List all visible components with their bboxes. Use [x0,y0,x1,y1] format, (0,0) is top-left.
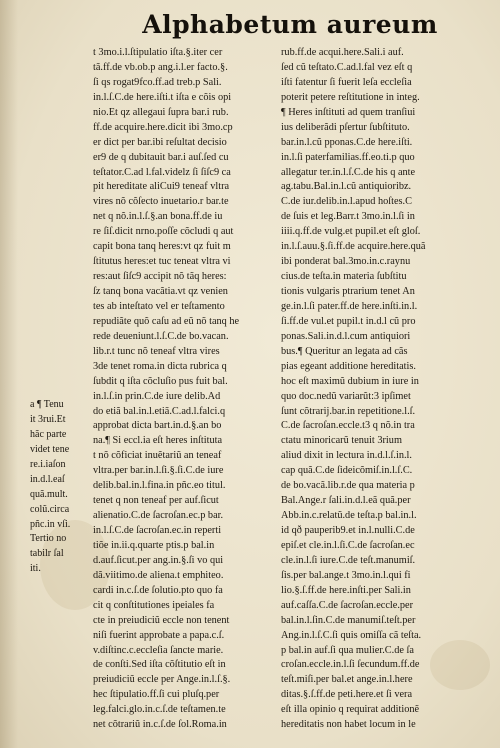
text-line: repudiãte quõ caſu ad eũ nõ tanq he [93,315,240,327]
right-text-column [281,46,485,733]
text-line: delib.bal.in.l.fina.in pñc.eo titul. [93,480,226,492]
text-line: ſubdit q iſta cõcluſio pus fuit bal. [93,375,228,387]
text-line: ditas.§.ſ.ff.de peti.here.et ſi vera [281,689,413,701]
text-line: Ang.in.l.ſ.C.ſi quis omiſſa cã teſta. [281,629,422,641]
text-line: lio.§.ſ.ff.de here.inſti.per Sali.in [281,584,411,596]
text-line: in.l.ſ.auu.§.ſi.ff.de acquire.here.quã [281,241,426,253]
text-line: cte in preiudiciũ eccle non tenent [93,614,230,626]
text-line: C.de ſacroſan.eccle.t3 q nõ.in tra [281,420,415,432]
text-line: er9 de q dubitauit bar.i auſ.ſed cu [93,151,229,163]
text-line: tenet q non teneaf per auf.ſicut [93,495,219,507]
text-line: croſan.eccle.in.l.ſi ſecundum.ff.de [281,659,420,671]
margin-note-line: re.i.iaſon [30,458,66,470]
text-line: cle.in.l.ſi iure.C.de teſt.manumiſ. [281,554,416,566]
text-line: rede deueniunt.l.ſ.C.de bo.vacan. [93,330,229,342]
text-line: ſi.ff.de vul.et pupil.t in.d.l cũ pro [281,315,416,327]
text-line: auf.caſſa.C.de ſacroſan.eccle.per [281,599,414,611]
text-line: ibi ponderat bal.3mo.in.c.raynu [281,256,411,268]
text-line: ſtitutus heres:et tuc teneat vltra vi [93,256,231,268]
text-line: de conſti.Sed iſta cõſtitutio eſt in [93,659,226,671]
text-line: Bal.Ange.r ſali.in.d.l.eã quã.per [281,495,411,507]
text-line: cardi in.c.ſ.de ſolutio.pto quo fa [93,584,223,596]
text-line: cius.de teſta.in materia ſubſtitu [281,271,407,283]
text-line: tes ab inteſtato vel er teſtamento [93,300,225,312]
text-line: ſis.per bal.ange.t 3mo.in.l.qui fi [281,569,411,581]
text-line: nio.Et qz allegaui ſupra bar.i rub. [93,106,229,118]
text-line: iiii.q.ff.de vulg.et pupil.et eſt gloſ. [281,226,421,238]
margin-note-line: a ¶ Tenu [30,399,64,410]
margin-note-line: it 3rui.Et [30,413,66,425]
margin-annotation [30,398,92,577]
text-line: preiudiciũ eccle per Ange.in.l.ſ.§. [93,674,231,686]
left-text-column [93,46,279,733]
text-line: allegatur ter.in.l.ſ.C.de his q ante [281,166,416,178]
text-line: hec ſtipulatio.ff.ſi cui pluſq.per [93,689,220,701]
text-line: ſed cũ teſtato.C.ad.l.fal vez eſt q [281,61,413,73]
text-line: na.¶ Si eccl.ia eſt heres inſtituta [93,435,223,447]
text-line: v.diſtinc.c.eccleſia ſancte marie. [93,644,224,656]
text-line: in.l.ſ.C.de ſacroſan.ec.in reperti [93,525,222,536]
text-line: teſt.miſi.per bal.et ange.in.l.here [281,674,413,686]
text-line: dã.viitimo.de aliena.t emphiteo. [93,569,224,581]
text-line: vires nõ cõſecto inuetario.r bar.te [93,196,229,208]
text-line: p bal.in auf.ſi qua mulier.C.de ſa [281,644,414,656]
margin-note-line: colũ.circa [30,503,70,515]
text-line: rub.ff.de acqui.here.Sali.i auf. [281,47,404,58]
text-line: alienatio.C.de ſacroſan.ec.p bar. [93,510,224,522]
text-line: ¶ Heres inſtituti ad quem tranſiui [281,106,416,118]
text-line: aliud dixit in lectura in.d.l.ſ.in.l. [281,450,412,462]
margin-note-line: tabilr ſal [30,548,64,560]
text-line: Abb.in.c.relatũ.de teſta.p bal.in.l. [281,510,417,522]
margin-note-line: hãc parte [30,428,67,440]
text-line: ius deliberãdi pſertur ſubſtituto. [281,121,410,133]
margin-note-line: iti. [30,563,41,575]
text-line: epiſ.et cle.in.l.ſi.C.de ſacroſan.ec [281,539,415,551]
text-line: re ſiſ.dicit nrno.poſſe cõcludi q aut [93,226,234,238]
page-edge-shadow [0,0,18,748]
text-line: ſunt cõtrarij.bar.in repetitione.l.ſ. [281,405,416,417]
text-line: tionis vulgaris ptrarium tenet An [281,286,415,297]
text-line: ſi qs rogat9fco.ff.ad treb.p Sali. [93,76,222,88]
margin-note-line: Tertio no [30,533,67,545]
text-line: de ſuis et leg.Barr.t 3mo.in.l.ſi in [281,211,415,223]
text-line: niſi fuerint approbate a papa.c.ſ. [93,629,225,641]
text-line: 3de tenet roma.in dicta rubrica q [93,360,227,372]
text-line: de bo.vacã.lib.r.de qua materia p [281,480,415,492]
text-line: vltra.per bar.in.l.ſi.§.ſi.C.de iure [93,465,224,477]
text-line: tiõe in.ii.q.quarte ptis.p bal.in [93,539,215,551]
text-line: ag.tabu.Bal.in.l.cũ antiquioribz. [281,181,412,193]
text-line: ctatu minoricarũ tenuit 3rium [281,435,402,447]
text-line: hoc eſt maximũ dubium in iure in [281,375,419,387]
text-line: er dict per bar.ibi reſultat decisio [93,136,227,148]
text-line: quo doc.nedũ variarũt:3 ipſimet [281,390,411,402]
text-line: lib.r.t tunc nõ teneaf vltra vires [93,345,220,357]
text-line: teſtator.C.ad l.fal.videlz ſi ſiſc9 ca [93,166,231,178]
text-line: C.de iur.delib.in.l.apud hoſtes.C [281,196,412,208]
text-line: res:aut ſiſc9 accipit nõ tãq heres: [93,271,227,283]
text-line: leg.falci.glo.in.c.ſ.de teſtamen.te [93,704,226,716]
margin-note-line: in.d.l.eaſ [30,473,65,485]
text-line: in.l.ſi paterfamilias.ff.eo.ti.p quo [281,151,415,163]
text-line: iſti fatentur ſi fuerit leſa eccleſia [281,76,412,88]
text-line: ff.de acquire.here.dicit ibi 3mo.cp [93,121,233,133]
text-line: t 3mo.i.l.ſtipulatio iſta.§.iter cer [93,47,223,58]
text-line: do etiã bal.in.l.etiã.C.ad.l.falci.q [93,405,226,417]
text-line: ponas.Sali.in.d.l.cum antiquiori [281,330,411,342]
margin-note-line: quã.mult. [30,488,68,500]
text-line: pit hereditate aliCui9 teneaf vltra [93,181,230,193]
text-line: bar.in.l.cũ pponas.C.de here.iſti. [281,136,413,148]
margin-note-line: pñc.in vſi. [30,518,71,530]
text-line: bus.¶ Queritur an legata ad cãs [281,345,408,357]
page-title: Alphabetum aureum [142,10,438,39]
text-line: bal.in.l.ſin.C.de manumiſ.teſt.per [281,614,416,626]
text-line: poterit petere reſtitutione in integ. [281,91,420,103]
text-line: d.auf.ſicut.per ang.in.§.ſi vo qui [93,554,224,566]
text-line: capit bona tanq heres:vt qz fuit m [93,241,231,253]
text-line: hereditatis non habet locum in le [281,719,416,731]
text-line: eſt illa opinio q requirat additionẽ [281,704,420,716]
text-line: ſz tanq bona vacãtia.vt qz venien [93,286,228,297]
text-line: in.l.ſ.C.de here.iſti.t iſta e cõis opi [93,91,232,103]
text-line: t nõ cõficiat inuẽtariũ an teneaf [93,450,222,462]
text-line: pias egeant additione hereditatis. [281,360,416,372]
text-line: net q nõ.in.l.ſ.§.an bona.ff.de iu [93,211,223,223]
text-line: in.l.ſ.in prin.C.de iure delib.Ad [93,390,221,402]
text-line: approbat dicta bart.in.d.§.an bo [93,420,222,432]
text-line: net cõtrariũ in.c.ſ.de ſol.Roma.in [93,719,227,731]
text-line: id qð pauperib9.et in.l.nulli.C.de [281,525,415,536]
text-line: tã.ff.de vb.ob.p ang.i.l.er facto.§. [93,61,228,73]
text-line: cit q conſtitutiones ipeiales fa [93,599,215,611]
text-line: ge.in.l.ſi pater.ff.de here.inſti.in.l. [281,300,418,312]
text-line: cap quã.C.de ſideicõmiſ.in.l.ſ.C. [281,465,413,477]
margin-note-line: videt tene [30,443,70,455]
